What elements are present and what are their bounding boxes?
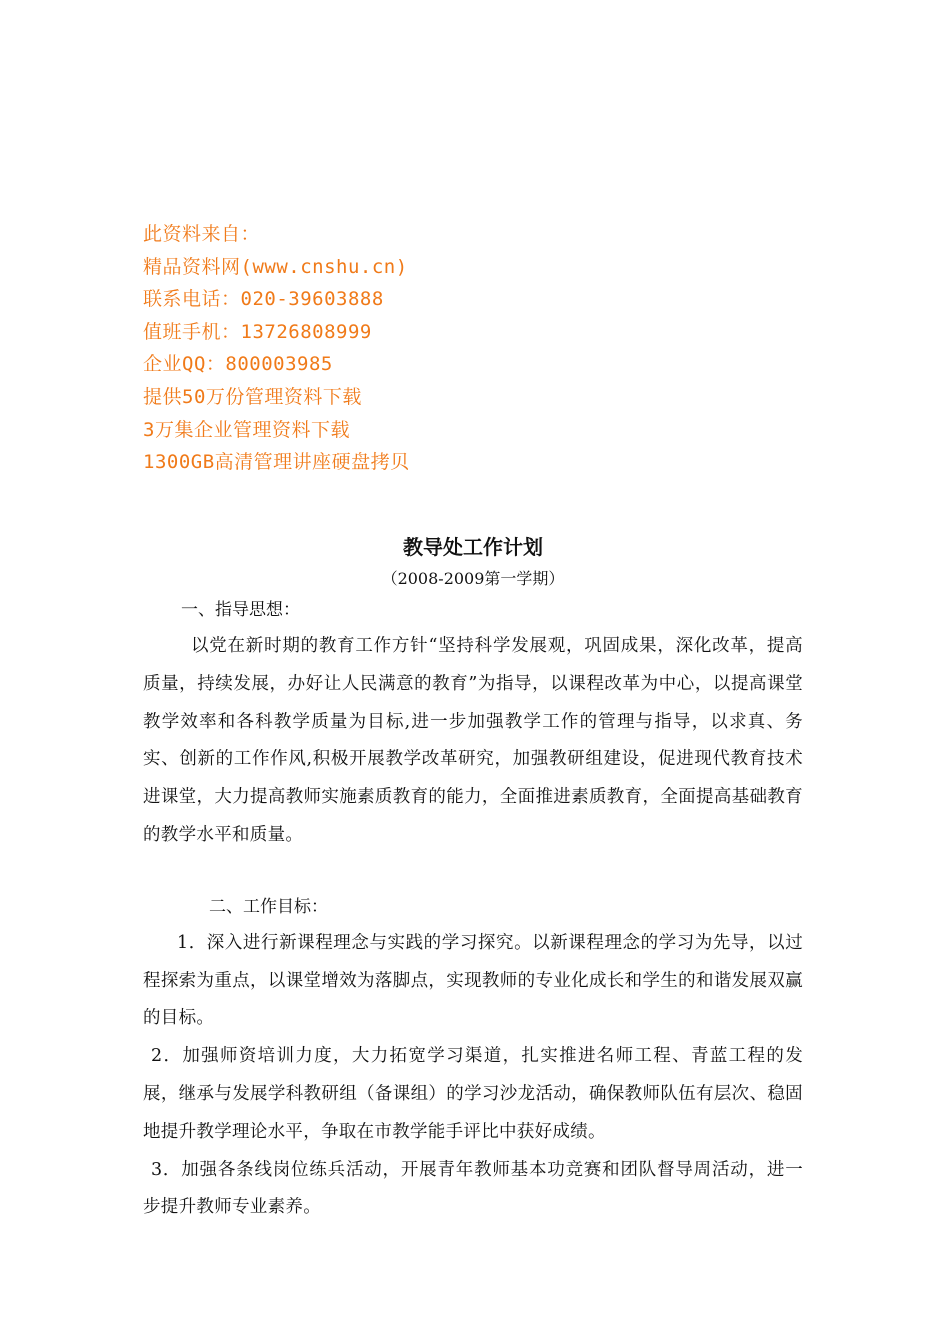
source-line: 3万集企业管理资料下载 [143, 418, 350, 441]
section-paragraph-guiding-thought: 以党在新时期的教育工作方针“坚持科学发展观，巩固成果，深化改革，提高质量，持续发展，办好让人民满意的教育”为指导，以课程改革为中心，以提高课堂教学效率和各科教学质量为目标,进一步加强教学工作的管理与指导，以求真、务实、创新的工作作风,积极开展教学改革研究，加强教研组建设，促进现代教育技术进课堂，大力提高教师实施素质教育的能力，全面推进素质教育，全面提高基础教育的教学水平和质量。 [143, 636, 803, 845]
source-line-phone: 联系电话：020-39603888 [143, 288, 384, 311]
goal-item-1: 1．深入进行新课程理念与实践的学习探究。以新课程理念的学习为先导，以过程探索为重点，以课堂增效为落脚点，实现教师的专业化成长和学生的和谐发展双赢的目标。 [143, 932, 803, 1029]
source-line: 此资料来自： [143, 223, 261, 245]
document-subtitle: （2008-2009第一学期） [381, 569, 565, 588]
document-body [143, 530, 803, 1227]
source-line-mobile: 值班手机：13726808999 [143, 320, 372, 343]
goal-item-3: 3．加强各条线岗位练兵活动，开展青年教师基本功竞赛和团队督导周活动，进一步提升教师专业素养。 [143, 1159, 803, 1218]
source-info-block [143, 218, 643, 479]
section-heading-work-goals: 二、工作目标： [209, 896, 328, 917]
source-line-website: 精品资料网(www.cnshu.cn) [143, 255, 408, 278]
section-heading-guiding-thought: 一、指导思想： [181, 600, 300, 620]
source-line-qq: 企业QQ：800003985 [143, 353, 333, 376]
goal-item-2: 2．加强师资培训力度，大力拓宽学习渠道，扎实推进名师工程、青蓝工程的发展，继承与发展学科教研组（备课组）的学习沙龙活动，确保教师队伍有层次、稳固地提升教学理论水平，争取在市教学能手评比中获好成绩。 [143, 1046, 803, 1142]
source-line: 提供50万份管理资料下载 [143, 385, 362, 408]
source-line: 1300GB高清管理讲座硬盘拷贝 [143, 451, 410, 474]
document-title: 教导处工作计划 [403, 535, 543, 559]
